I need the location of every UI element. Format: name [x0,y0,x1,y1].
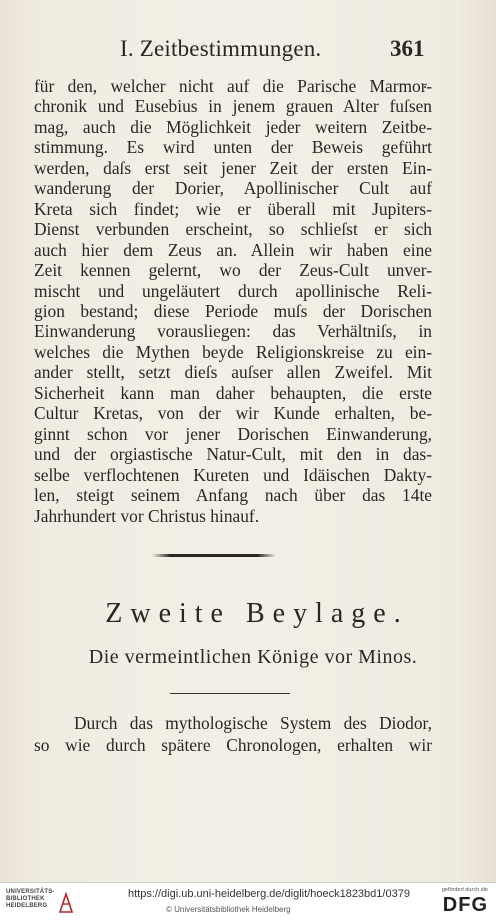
text-line: ander stellt, setzt dieſs auſser allen Zweifel. Mit [34,362,432,383]
text-line: Cultur Kretas, von der wir Kunde erhalten, be- [34,403,432,424]
section-subtitle: Die vermeintlichen Könige vor Minos. [88,646,418,668]
section-divider-line [170,693,290,694]
text-line: selbe verflochtenen Kureten und Idäischen Dakty- [34,464,432,485]
text-line: mischt und ungeläutert durch apollinische Reli- [34,280,432,301]
text-line: chronik und Eusebius in jenem grauen Alter fuſsen [34,96,432,117]
text-line: auch hier dem Zeus an. Allein wir haben eine [34,239,432,260]
page-header [0,36,496,72]
paragraph-1 [34,76,432,526]
text-line: Zeit kennen gelernt, wo der Zeus-Cult unver- [34,260,432,281]
text-line: und der orgiastische Natur-Cult, mit den in das- [34,444,432,465]
text-line: für den, welcher nicht auf die Parische Marmor- [34,76,432,96]
section-divider-ornament [152,554,276,557]
text-line: wanderung der Dorier, Apollinischer Cult auf [34,178,432,199]
funder-name: DFG [442,894,488,916]
library-name: BIBLIOTHEK [6,896,45,902]
section-title: Zweite Beylage. [105,598,409,629]
text-line: so wie durch spätere Chronologen, erhalten wir [34,735,432,755]
library-name: UNIVERSITÄTS- [6,889,55,895]
library-name: HEIDELBERG [6,903,48,909]
funder-note: gefördert durch die [441,887,488,893]
text-line: Durch das mythologische System des Diodor, [74,713,432,733]
running-title: I. Zeitbestimmungen. [120,36,322,61]
text-line: gion bestand; diese Periode muſs der Dorischen [34,300,432,321]
text-line: Dienst verbunden erscheint, so schlieſst er sich [34,219,432,240]
text-line: ginnt schon vor jener Dorischen Einwanderung, [34,423,432,444]
funder-logo[interactable] [418,887,488,916]
text-line: mag, auch die Möglichkeit jeder weitern Zeitbe- [34,116,432,137]
text-line: werden, daſs erst seit jener Zeit der ersten Ein- [34,157,432,178]
text-line: Kreta sich findet; wie er überall mit Jupiters- [34,198,432,219]
permalink-url[interactable]: https://digi.ub.uni-heidelberg.de/diglit/hoeck1823bd1/0379 [128,888,410,900]
text-line: Einwanderung vorausliegen: das Verhältniſs, in [34,321,432,342]
page-number: 361 [390,36,425,61]
text-line: Sicherheit kann man daher behaupten, die erste [34,382,432,403]
text-line: stimmung. Es wird unten der Beweis geführt [34,137,432,158]
viewer-footer [0,882,496,922]
paragraph-2 [34,712,432,756]
text-line: len, steigt seinem Anfang nach über das 14te [34,485,432,506]
copyright-notice: © Universitätsbibliothek Heidelberg [166,905,291,914]
library-emblem-icon [58,892,74,914]
text-line: Jahrhundert vor Christus hinauf. [34,505,260,526]
library-logo[interactable] [6,889,76,917]
text-line: welches die Mythen beyde Religionskreise zu ein- [34,341,432,362]
